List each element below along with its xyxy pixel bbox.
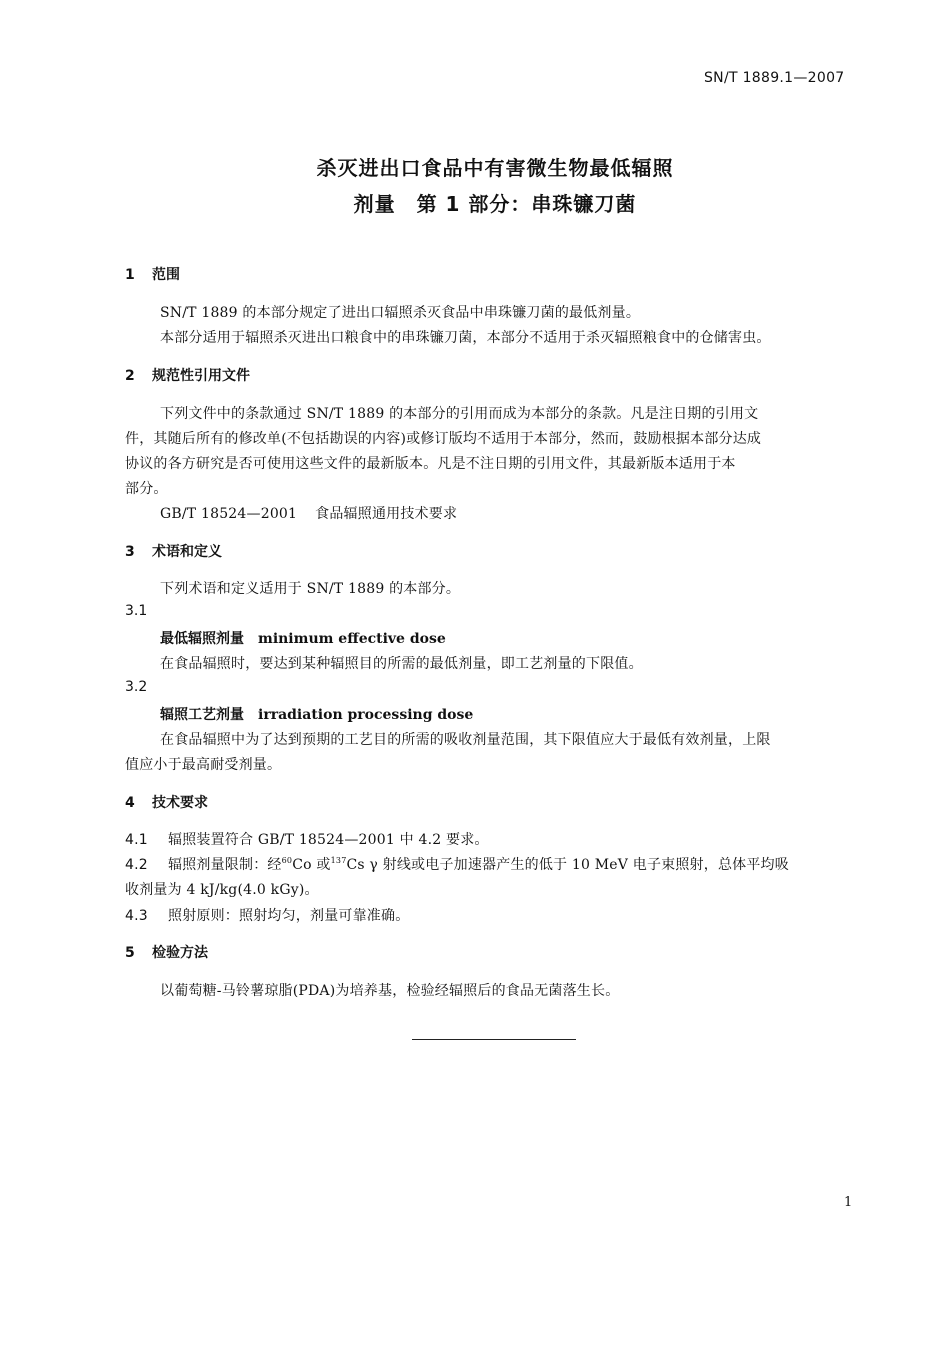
requirement-text: 辐照装置符合 GB/T 18524—2001 中 4.2 要求。 xyxy=(168,832,489,848)
document-title-line1: 杀灭进出口食品中有害微生物最低辐照 xyxy=(316,156,674,180)
requirement-4-3 xyxy=(125,905,409,925)
requirement-text: 辐照剂量限制：经 xyxy=(168,857,282,873)
term-english: minimum effective dose xyxy=(258,631,446,647)
requirement-text-line: 收剂量为 4 kJ/kg(4.0 kGy)。 xyxy=(125,882,319,898)
section-title: 规范性引用文件 xyxy=(152,368,250,384)
paragraph: 以葡萄糖-马铃薯琼脂(PDA)为培养基，检验经辐照后的食品无菌落生长。 xyxy=(160,983,620,999)
isotope-mass-number: 60 xyxy=(281,856,293,865)
section-title: 术语和定义 xyxy=(152,544,222,560)
term-chinese: 辐照工艺剂量 xyxy=(160,707,244,723)
section-title: 范围 xyxy=(152,267,180,283)
isotope-mass-number: 137 xyxy=(330,856,347,865)
section-title: 检验方法 xyxy=(152,945,208,961)
paragraph-line: 部分。 xyxy=(125,481,168,497)
term-english: irradiation processing dose xyxy=(258,707,474,723)
paragraph-line: 协议的各方研究是否可使用这些文件的最新版本。凡是不注日期的引用文件，其最新版本适用于本 xyxy=(125,456,736,472)
paragraph-line: 下列文件中的条款通过 SN/T 1889 的本部分的引用而成为本部分的条款。凡是注日期的引用文 xyxy=(160,406,759,422)
paragraph: 本部分适用于辐照杀灭进出口粮食中的串珠镰刀菌，本部分不适用于杀灭辐照粮食中的仓储害虫。 xyxy=(160,330,771,346)
term-definition-line: 在食品辐照中为了达到预期的工艺目的所需的吸收剂量范围，其下限值应大于最低有效剂量，上限 xyxy=(160,732,771,748)
section-title: 技术要求 xyxy=(152,795,208,811)
reference-title: 食品辐照通用技术要求 xyxy=(315,506,458,522)
term-entry xyxy=(160,704,473,724)
section-3-heading xyxy=(125,541,222,561)
normative-reference xyxy=(160,503,457,523)
requirement-4-1 xyxy=(125,829,489,849)
end-rule-divider xyxy=(412,1039,576,1040)
requirement-4-2 xyxy=(125,854,789,874)
clause-number: 4.1 xyxy=(125,832,148,848)
section-number: 5 xyxy=(125,945,135,961)
section-number: 3 xyxy=(125,544,135,560)
section-5-heading xyxy=(125,942,208,962)
reference-code: GB/T 18524—2001 xyxy=(160,506,298,522)
section-1-heading xyxy=(125,264,180,284)
requirement-text: 照射原则：照射均匀，剂量可靠准确。 xyxy=(168,908,410,924)
clause-number: 4.3 xyxy=(125,908,148,924)
paragraph: 下列术语和定义适用于 SN/T 1889 的本部分。 xyxy=(160,581,461,597)
requirement-text: Cs γ 射线或电子加速器产生的低于 10 MeV 电子束照射，总体平均吸 xyxy=(346,857,789,873)
section-number: 2 xyxy=(125,368,135,384)
section-number: 1 xyxy=(125,267,135,283)
paragraph: SN/T 1889 的本部分规定了进出口辐照杀灭食品中串珠镰刀菌的最低剂量。 xyxy=(160,305,641,321)
paragraph-line: 件，其随后所有的修改单(不包括勘误的内容)或修订版均不适用于本部分，然而，鼓励根据本部分达成 xyxy=(125,431,762,447)
section-2-heading xyxy=(125,365,250,385)
standard-code: SN/T 1889.1—2007 xyxy=(704,70,845,86)
clause-number: 3.2 xyxy=(125,679,148,695)
term-entry xyxy=(160,628,446,648)
section-4-heading xyxy=(125,792,208,812)
term-chinese: 最低辐照剂量 xyxy=(160,631,244,647)
term-definition-line: 值应小于最高耐受剂量。 xyxy=(125,757,282,773)
section-number: 4 xyxy=(125,795,135,811)
requirement-text: Co 或 xyxy=(292,857,331,873)
page-number: 1 xyxy=(844,1195,853,1210)
document-title-line2: 剂量 第 1 部分：串珠镰刀菌 xyxy=(353,192,637,216)
term-definition: 在食品辐照时，要达到某种辐照目的所需的最低剂量，即工艺剂量的下限值。 xyxy=(160,656,643,672)
clause-number: 4.2 xyxy=(125,857,148,873)
clause-number: 3.1 xyxy=(125,603,148,619)
